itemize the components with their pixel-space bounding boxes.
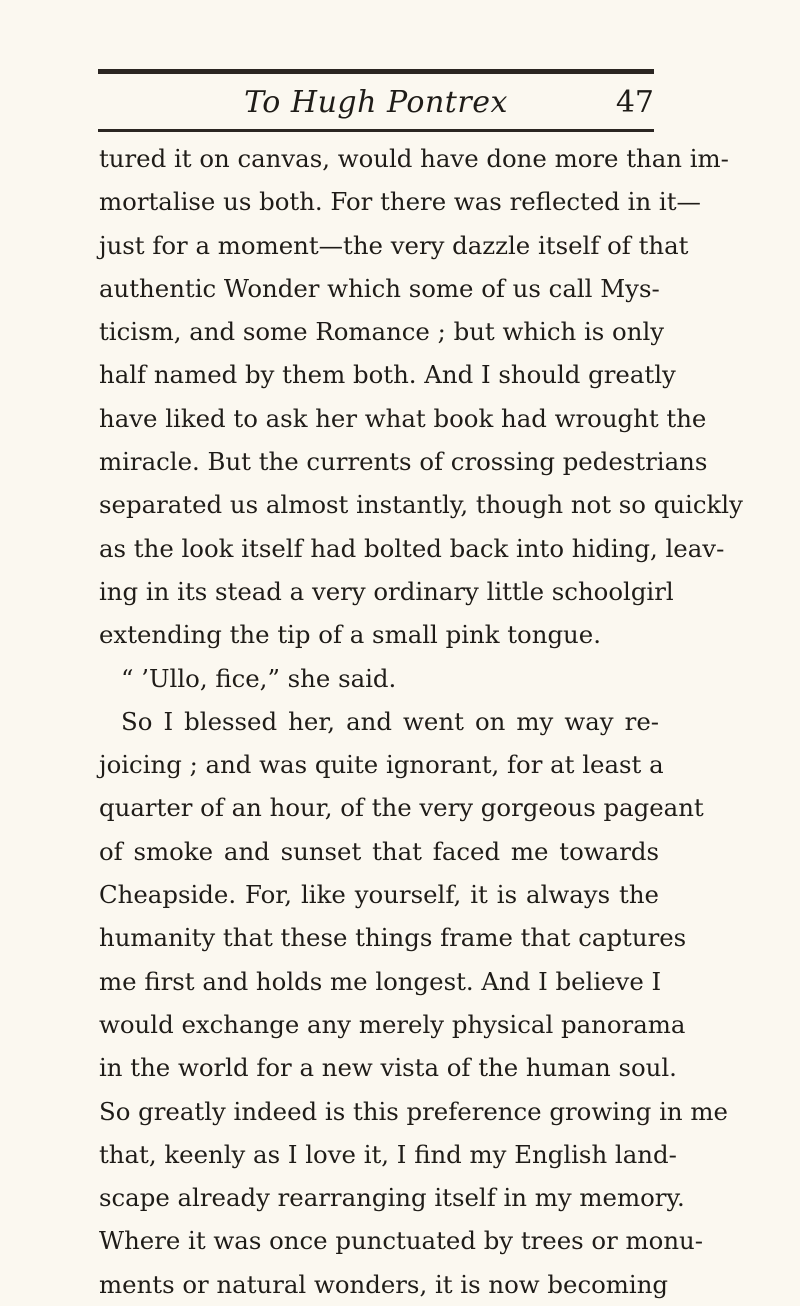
text-line: separated us almost instantly, though not so quickly	[99, 490, 743, 520]
text-line: have liked to ask her what book had wrought the	[99, 403, 707, 433]
text-line: that, keenly as I love it, I find my English land-	[99, 1139, 677, 1169]
text-line: just for a moment—the very dazzle itself of that	[99, 230, 689, 260]
header-rule-bottom	[98, 129, 654, 132]
body-text	[99, 137, 743, 1306]
text-line: humanity that these things frame that captures	[99, 923, 687, 953]
text-line: scape already rearranging itself in my memory.	[99, 1183, 685, 1213]
text-line: ments or natural wonders, it is now becoming	[99, 1269, 669, 1299]
running-head	[98, 82, 654, 126]
text-line: joicing ; and was quite ignorant, for at least a	[99, 750, 664, 780]
text-line: So greatly indeed is this preference growing in me	[99, 1096, 728, 1126]
text-line: So I blessed her, and went on my way re-	[121, 706, 659, 736]
text-line: me first and holds me longest. And I believe I	[99, 966, 662, 996]
text-line: Where it was once punctuated by trees or monu-	[99, 1226, 704, 1256]
header-rule-top	[98, 69, 654, 74]
text-line: of smoke and sunset that faced me towards	[99, 836, 659, 866]
text-line: quarter of an hour, of the very gorgeous pageant	[99, 793, 704, 823]
text-line: “ ’Ullo, fice,” she said.	[121, 663, 397, 693]
text-line: ing in its stead a very ordinary little schoolgirl	[99, 576, 674, 606]
text-line: ticism, and some Romance ; but which is only	[99, 317, 665, 347]
text-line: mortalise us both. For there was reflected in it—	[99, 187, 701, 217]
text-line: as the look itself had bolted back into hiding, leav-	[99, 533, 725, 563]
text-line: extending the tip of a small pink tongue.	[99, 620, 601, 650]
page-number: 47	[615, 85, 654, 120]
text-line: half named by them both. And I should greatly	[99, 360, 676, 390]
running-head-title: To Hugh Pontrex	[244, 85, 508, 120]
text-line: miracle. But the currents of crossing pedestrians	[99, 447, 708, 477]
text-line: would exchange any merely physical panorama	[99, 1009, 686, 1039]
text-line: tured it on canvas, would have done more than im-	[99, 144, 729, 173]
text-line: Cheapside. For, like yourself, it is always the	[99, 880, 659, 910]
text-line: in the world for a new vista of the human soul.	[99, 1053, 677, 1083]
text-line: authentic Wonder which some of us call Mys-	[99, 273, 660, 303]
